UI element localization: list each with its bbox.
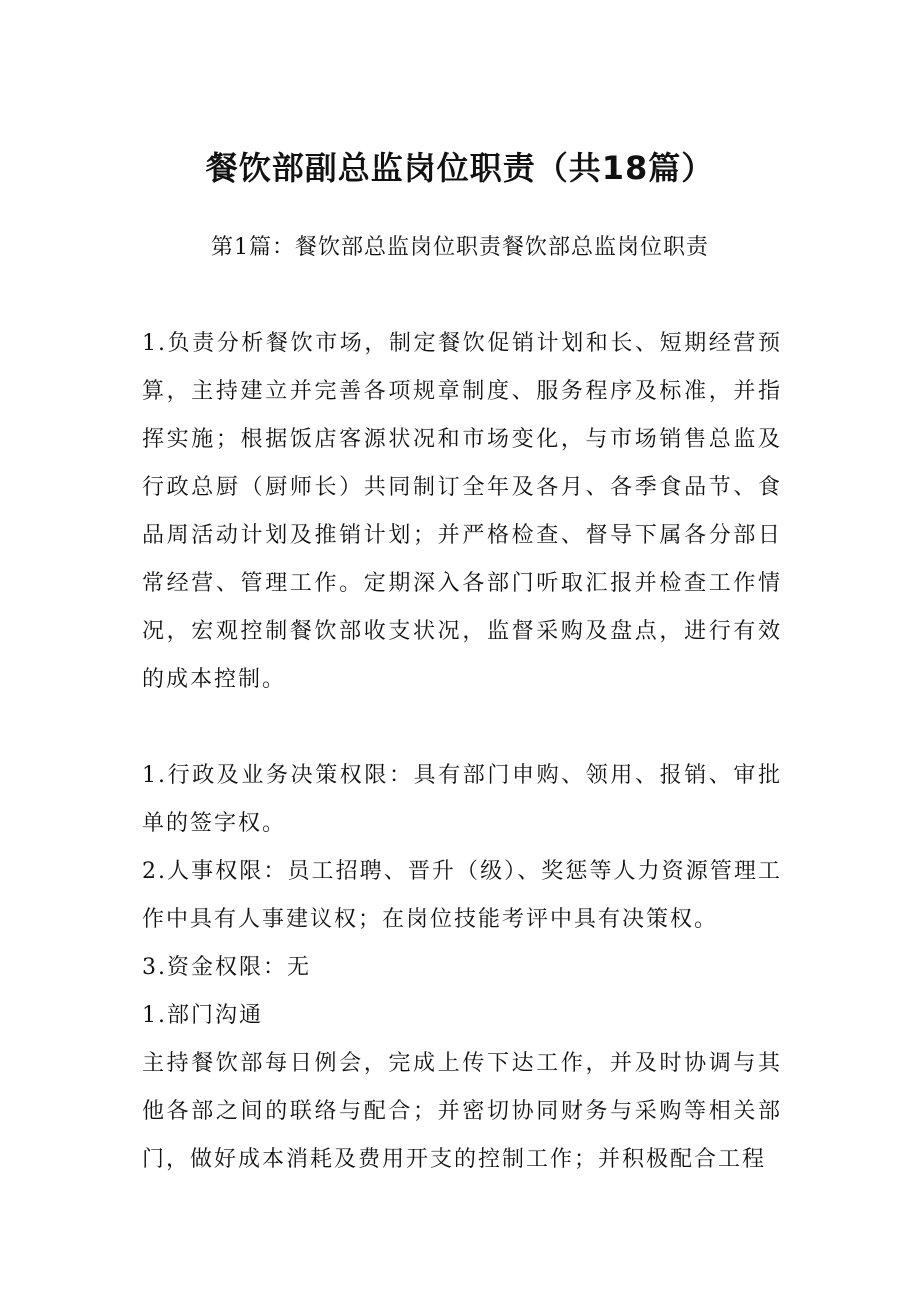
document-title: 餐饮部副总监岗位职责（共18篇） [205, 149, 715, 187]
document-body [142, 320, 782, 1184]
paragraph-decision-authority: 1.行政及业务决策权限：具有部门申购、领用、报销、审批单的签字权。 [142, 763, 782, 836]
paragraph-personnel-authority: 2.人事权限：员工招聘、晋升（级）、奖惩等人力资源管理工作中具有人事建议权；在岗位技能考评中具有决策权。 [142, 859, 782, 932]
paragraph-spacer [142, 704, 782, 752]
paragraph-funding-authority: 3.资金权限：无 [142, 955, 311, 980]
document-subtitle: 第1篇：餐饮部总监岗位职责餐饮部总监岗位职责 [211, 235, 709, 260]
paragraph-responsibilities: 1.负责分析餐饮市场，制定餐饮促销计划和长、短期经营预算，主持建立并完善各项规章制度、服务程序及标准，并指挥实施；根据饭店客源状况和市场变化，与市场销售总监及行政总厨（厨师长）共同制订全年及各月、各季食品节、食品周活动计划及推销计划；并严格检查、督导下属各分部日常经营、管理工作。定期深入各部门听取汇报并检查工作情况，宏观控制餐饮部收支状况，监督采购及盘点，进行有效的成本控制。 [142, 331, 782, 692]
paragraph-department-communication-heading: 1.部门沟通 [142, 1003, 263, 1028]
paragraph-department-communication: 主持餐饮部每日例会，完成上传下达工作，并及时协调与其他各部之间的联络与配合；并密切协同财务与采购等相关部门，做好成本消耗及费用开支的控制工作；并积极配合工程 [142, 1051, 782, 1172]
